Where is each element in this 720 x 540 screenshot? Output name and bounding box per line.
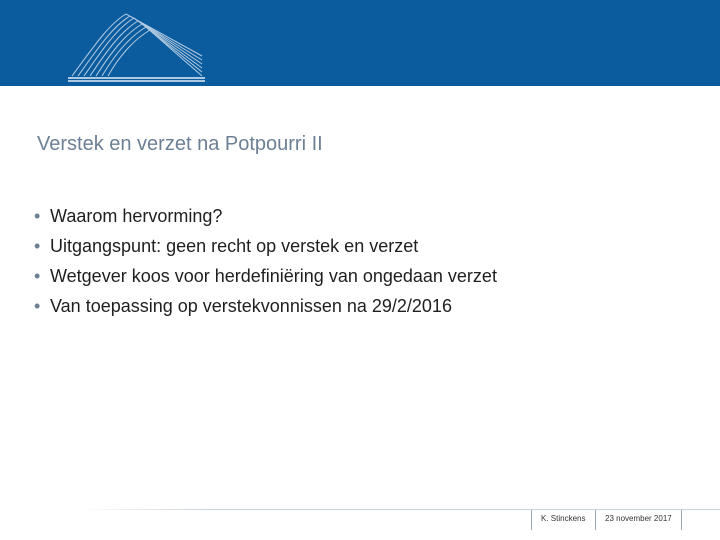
footer-separator (595, 510, 596, 530)
footer-divider (80, 509, 720, 510)
bullet-text: Van toepassing op verstekvonnissen na 29/2/2016 (50, 296, 452, 316)
slide-title: Verstek en verzet na Potpourri II (37, 133, 323, 155)
list-item (34, 201, 497, 231)
bullet-icon: • (34, 206, 41, 226)
list-item (34, 291, 497, 321)
footer-separator (531, 510, 532, 530)
bullet-icon: • (34, 296, 41, 316)
bullet-text: Uitgangspunt: geen recht op verstek en verzet (50, 236, 419, 256)
footer-author: K. Stinckens (541, 514, 586, 523)
header-band (0, 0, 720, 86)
building-logo-icon (64, 6, 209, 84)
footer-separator (681, 510, 682, 530)
bullet-text: Waarom hervorming? (50, 206, 223, 226)
list-item (34, 231, 497, 261)
list-item (34, 261, 497, 291)
bullet-icon: • (34, 266, 41, 286)
footer-date: 23 november 2017 (605, 514, 672, 523)
bullet-icon: • (34, 236, 41, 256)
bullet-text: Wetgever koos voor herdefiniëring van ongedaan verzet (50, 266, 497, 286)
bullet-list (34, 201, 497, 321)
